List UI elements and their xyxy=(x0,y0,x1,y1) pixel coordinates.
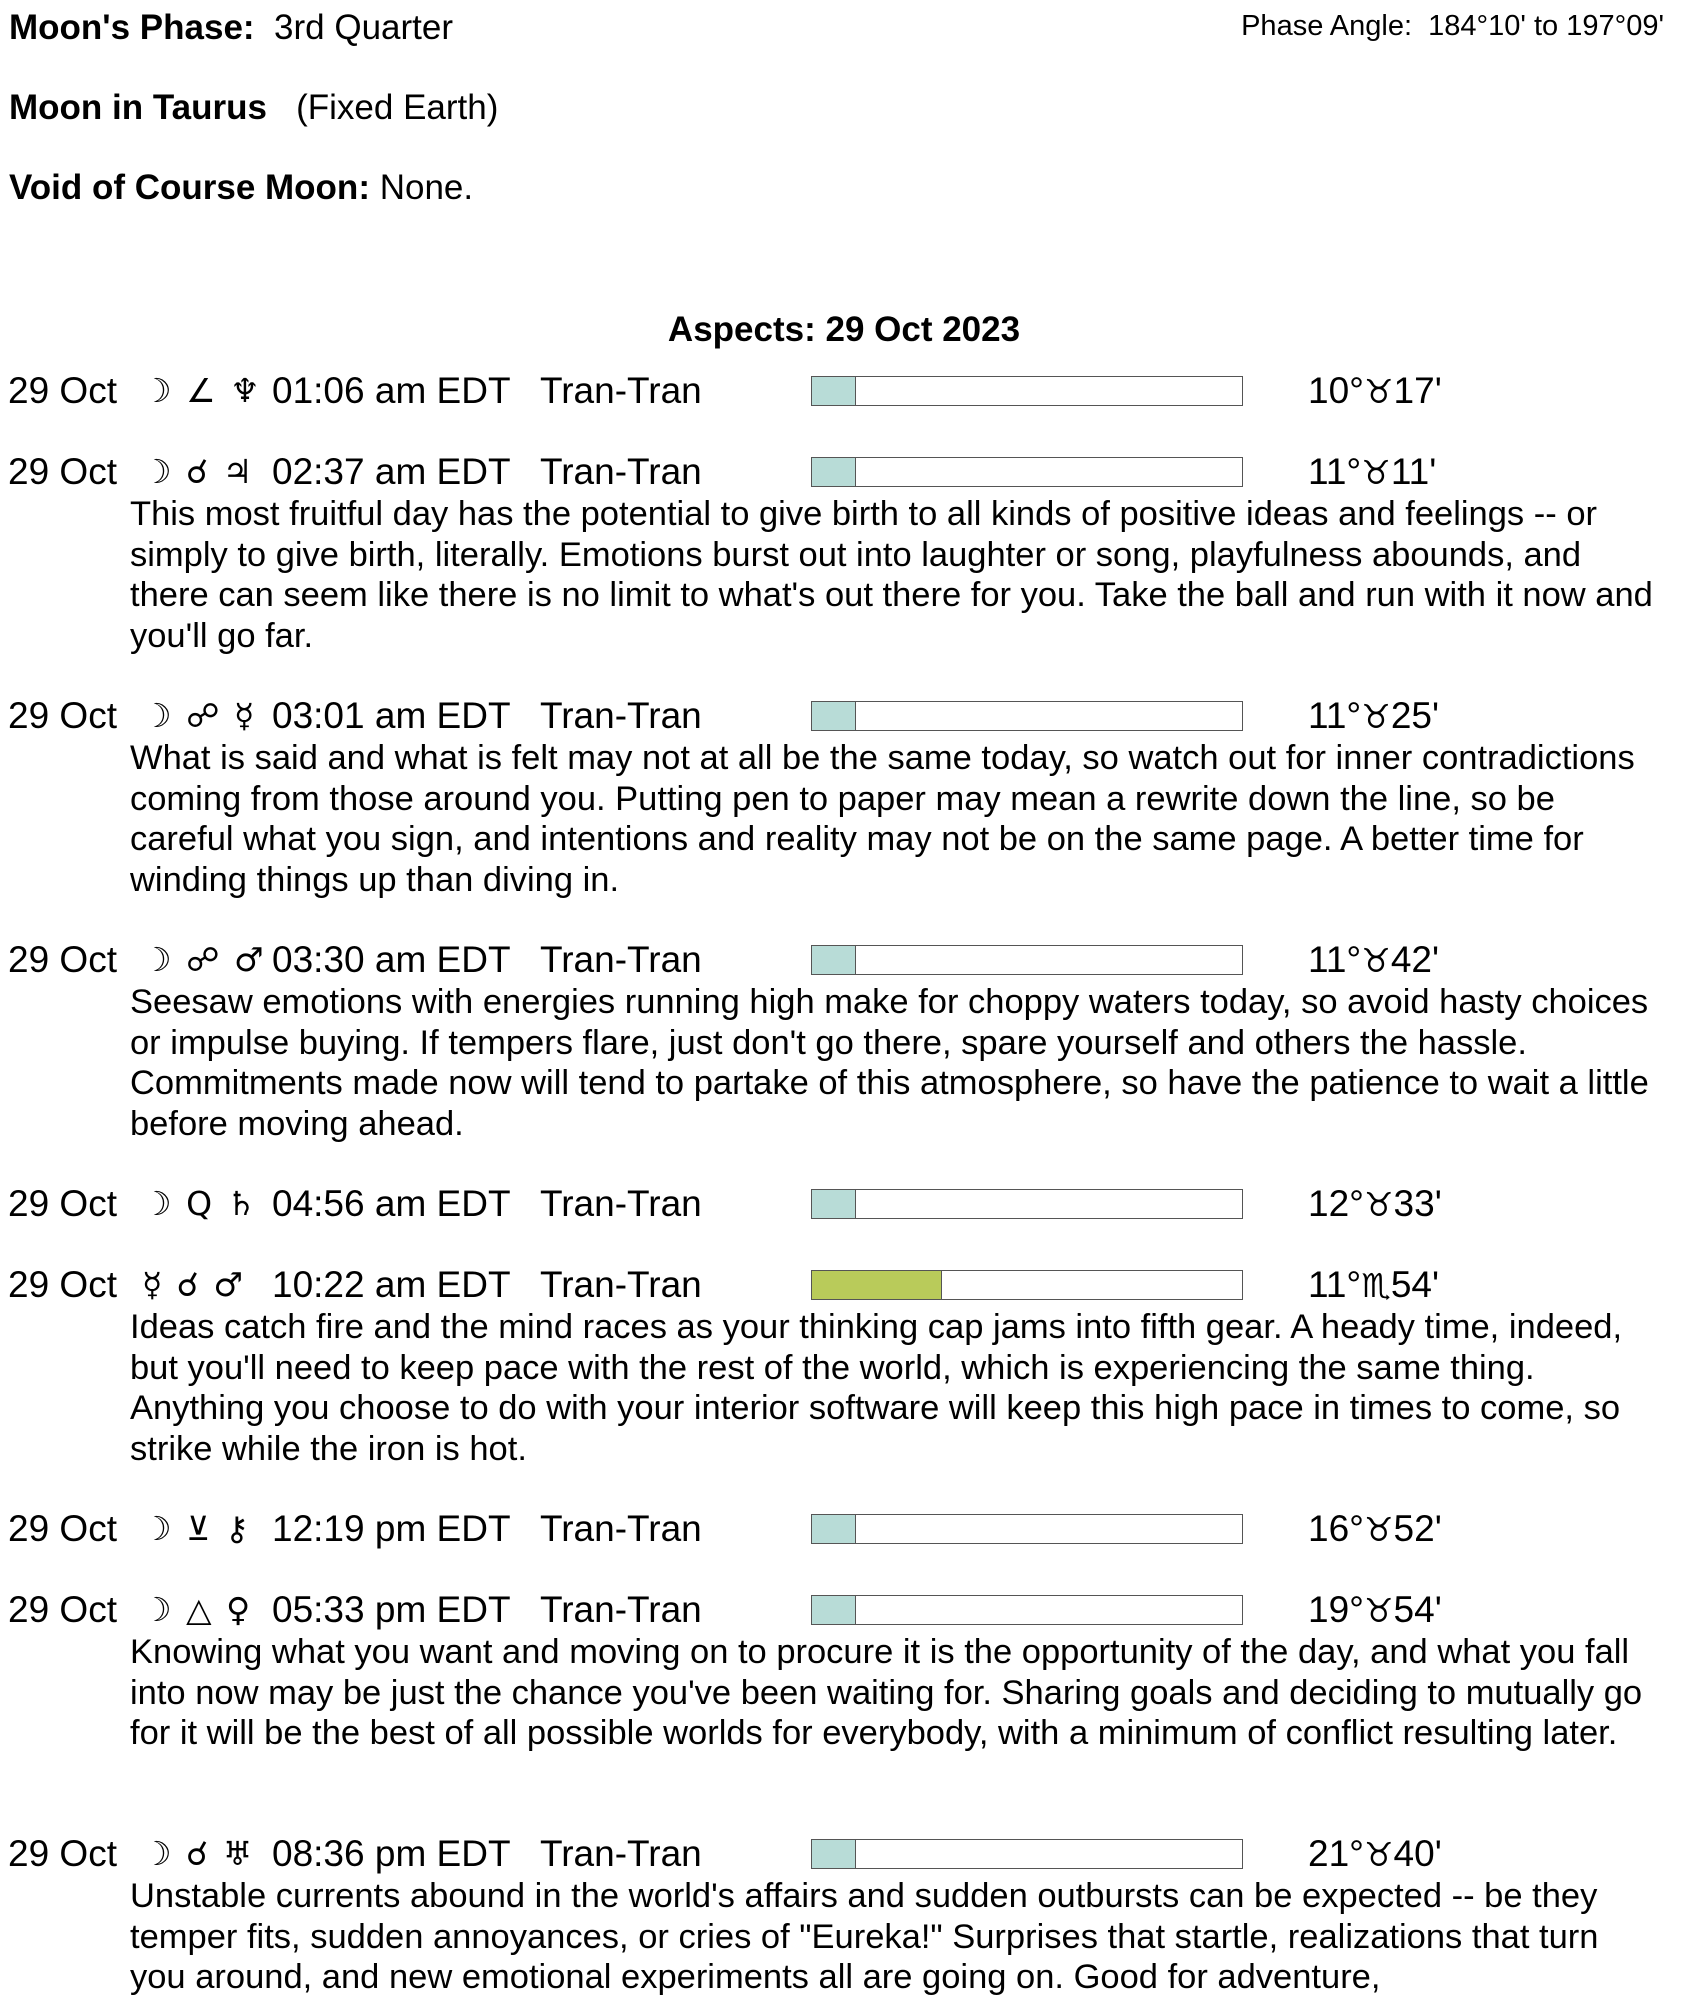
aspect-time: 10:22 am EDT xyxy=(272,1264,511,1305)
aspect-glyphs: ☽ △ ♀ xyxy=(142,1590,253,1629)
aspect-time: 03:01 am EDT xyxy=(272,695,511,736)
position-degree: 16° xyxy=(1308,1508,1364,1549)
aspect-position xyxy=(1308,1263,1439,1308)
moon-sign-value: (Fixed Earth) xyxy=(296,88,499,127)
aspect-date: 29 Oct xyxy=(8,1183,117,1224)
aspect-line xyxy=(0,694,1688,738)
zodiac-sign-icon: ♉ xyxy=(1363,1185,1394,1224)
aspect-glyphs: ☽ ☍ ☿ xyxy=(142,696,257,735)
aspect-entry xyxy=(0,1263,1688,1469)
position-degree: 10° xyxy=(1308,370,1364,411)
position-minute: 17' xyxy=(1393,370,1442,411)
aspect-date: 29 Oct xyxy=(8,695,117,736)
aspect-glyphs: ☽ Q ♄ xyxy=(142,1184,259,1223)
aspect-type: Tran-Tran xyxy=(540,370,702,411)
zodiac-sign-icon: ♉ xyxy=(1363,372,1394,411)
void-label: Void of Course Moon: xyxy=(9,168,370,207)
strength-bar-fill xyxy=(812,1840,856,1868)
strength-bar-fill xyxy=(812,1596,856,1624)
position-minute: 42' xyxy=(1390,939,1440,980)
strength-bar xyxy=(811,1595,1243,1625)
strength-bar-fill xyxy=(812,946,856,974)
phase-angle-label: Phase Angle: xyxy=(1241,10,1413,42)
aspect-time: 01:06 am EDT xyxy=(272,370,511,411)
aspect-time: 08:36 pm EDT xyxy=(272,1833,511,1874)
aspect-line xyxy=(0,1182,1688,1226)
zodiac-sign-icon: ♉ xyxy=(1361,697,1391,736)
aspect-entry xyxy=(0,369,1688,413)
aspect-date: 29 Oct xyxy=(8,939,117,980)
void-value: None. xyxy=(379,168,474,207)
aspect-glyphs: ☽ ∠ ♆ xyxy=(142,371,262,410)
aspect-time: 03:30 am EDT xyxy=(272,939,511,980)
aspect-date: 29 Oct xyxy=(8,1264,117,1305)
strength-bar-fill xyxy=(812,458,856,486)
moon-sign-line xyxy=(9,88,498,128)
position-minute: 40' xyxy=(1393,1833,1442,1874)
position-degree: 12° xyxy=(1308,1183,1364,1224)
position-degree: 21° xyxy=(1308,1833,1364,1874)
aspect-position xyxy=(1308,1182,1442,1227)
aspect-line xyxy=(0,1588,1688,1632)
aspect-line xyxy=(0,450,1688,494)
aspect-type: Tran-Tran xyxy=(540,1264,702,1305)
aspect-line xyxy=(0,938,1688,982)
position-minute: 52' xyxy=(1393,1508,1442,1549)
zodiac-sign-icon: ♉ xyxy=(1361,453,1391,492)
aspect-date: 29 Oct xyxy=(8,1508,117,1549)
aspect-type: Tran-Tran xyxy=(540,695,702,736)
position-minute: 25' xyxy=(1390,695,1440,736)
aspect-type: Tran-Tran xyxy=(540,1508,702,1549)
aspect-glyphs: ☿ ☌ ♂ xyxy=(142,1265,245,1304)
aspect-position xyxy=(1308,1832,1442,1877)
position-degree: 19° xyxy=(1308,1589,1364,1630)
position-degree: 11° xyxy=(1308,695,1362,736)
position-degree: 11° xyxy=(1308,1264,1362,1305)
position-degree: 11° xyxy=(1308,939,1362,980)
aspect-time: 12:19 pm EDT xyxy=(272,1508,511,1549)
aspect-description: Seesaw emotions with energies running high make for choppy waters today, so avoid hasty choices or impulse buying. If tempers flare, just don't go there, spare yourself and others the hassle. Commitments made now will tend to partake of this atmosphere, so have the patience to wait a little before moving ahead. xyxy=(130,983,1649,1143)
moon-phase-line xyxy=(9,8,453,48)
aspect-glyphs: ☽ ☌ ♅ xyxy=(142,1834,255,1873)
aspect-entry xyxy=(0,1588,1688,1754)
position-minute: 54' xyxy=(1393,1589,1442,1630)
aspect-type: Tran-Tran xyxy=(540,451,702,492)
aspect-line xyxy=(0,1832,1688,1876)
aspect-entry xyxy=(0,1832,1688,1998)
aspect-entry xyxy=(0,1182,1688,1226)
strength-bar-fill xyxy=(812,1515,856,1543)
void-of-course-line xyxy=(9,168,473,208)
strength-bar xyxy=(811,1514,1243,1544)
zodiac-sign-icon: ♉ xyxy=(1361,941,1391,980)
position-minute: 33' xyxy=(1393,1183,1442,1224)
aspect-type: Tran-Tran xyxy=(540,1183,702,1224)
phase-angle xyxy=(1241,6,1664,46)
aspect-type: Tran-Tran xyxy=(540,939,702,980)
aspect-position xyxy=(1308,450,1436,495)
aspect-description: This most fruitful day has the potential to give birth to all kinds of positive ideas and feelings -- or simply to give birth, literally. Emotions burst out into laughter or song, playfulness abounds, and there can seem like there is no limit to what's out there for you. Take the ball and run with it now and you'll go far. xyxy=(130,495,1653,655)
moon-phase-value: 3rd Quarter xyxy=(274,8,454,47)
aspect-entry xyxy=(0,694,1688,900)
aspect-line xyxy=(0,369,1688,413)
zodiac-sign-icon: ♏ xyxy=(1361,1266,1391,1305)
strength-bar xyxy=(811,945,1243,975)
aspect-date: 29 Oct xyxy=(8,1589,117,1630)
aspect-time: 02:37 am EDT xyxy=(272,451,511,492)
moon-phase-label: Moon's Phase: xyxy=(9,8,255,47)
phase-angle-value: 184°10' to 197°09' xyxy=(1428,10,1664,42)
zodiac-sign-icon: ♉ xyxy=(1363,1835,1394,1874)
strength-bar xyxy=(811,457,1243,487)
aspect-glyphs: ☽ ⊻ ⚷ xyxy=(142,1509,251,1548)
aspect-line xyxy=(0,1263,1688,1307)
strength-bar xyxy=(811,1270,1243,1300)
aspect-glyphs: ☽ ☍ ♂ xyxy=(142,940,266,979)
zodiac-sign-icon: ♉ xyxy=(1363,1510,1394,1549)
aspect-time: 04:56 am EDT xyxy=(272,1183,511,1224)
strength-bar xyxy=(811,376,1243,406)
position-minute: 11' xyxy=(1390,451,1437,492)
aspect-entry xyxy=(0,450,1688,656)
aspect-type: Tran-Tran xyxy=(540,1589,702,1630)
position-minute: 54' xyxy=(1390,1264,1440,1305)
zodiac-sign-icon: ♉ xyxy=(1363,1591,1394,1630)
strength-bar-fill xyxy=(812,377,856,405)
aspect-time: 05:33 pm EDT xyxy=(272,1589,511,1630)
aspect-line xyxy=(0,1507,1688,1551)
aspect-position xyxy=(1308,1507,1442,1552)
aspect-position xyxy=(1308,1588,1442,1633)
strength-bar xyxy=(811,1189,1243,1219)
position-degree: 11° xyxy=(1308,451,1362,492)
aspect-date: 29 Oct xyxy=(8,1833,117,1874)
strength-bar-fill xyxy=(812,1190,856,1218)
strength-bar xyxy=(811,1839,1243,1869)
aspect-description: Knowing what you want and moving on to procure it is the opportunity of the day, and what you fall into now may be just the chance you've been waiting for. Sharing goals and deciding to mutually go for it will be the best of all possible worlds for everybody, with a minimum of conflict resulting later. xyxy=(130,1633,1643,1752)
moon-sign-label: Moon in Taurus xyxy=(9,88,267,127)
strength-bar-fill xyxy=(812,702,856,730)
aspect-description: What is said and what is felt may not at all be the same today, so watch out for inner contradictions coming from those around you. Putting pen to paper may mean a rewrite down the line, so be careful what you sign, and intentions and reality may not be on the same page. A better time for winding things up than diving in. xyxy=(130,739,1635,899)
aspect-description: Unstable currents abound in the world's affairs and sudden outbursts can be expected -- be they temper fits, sudden annoyances, or cries of "Eureka!" Surprises that startle, realizations that turn you around, and new emotional experiments all are going on. Good for adventure, xyxy=(130,1877,1599,1996)
strength-bar xyxy=(811,701,1243,731)
aspect-date: 29 Oct xyxy=(8,370,117,411)
aspect-position xyxy=(1308,369,1442,414)
aspect-date: 29 Oct xyxy=(8,451,117,492)
aspect-position xyxy=(1308,694,1439,739)
aspect-type: Tran-Tran xyxy=(540,1833,702,1874)
strength-bar-fill xyxy=(812,1271,942,1299)
aspect-entry xyxy=(0,1507,1688,1551)
aspect-position xyxy=(1308,938,1439,983)
aspects-title: Aspects: 29 Oct 2023 xyxy=(667,310,1021,349)
aspect-description: Ideas catch fire and the mind races as your thinking cap jams into fifth gear. A heady time, indeed, but you'll need to keep pace with the rest of the world, which is experiencing the same thing. Anything you choose to do with your interior software will keep this high pace in times to come, so strike while the iron is hot. xyxy=(130,1308,1623,1468)
aspect-entry xyxy=(0,938,1688,1144)
aspect-glyphs: ☽ ☌ ♃ xyxy=(142,452,255,491)
